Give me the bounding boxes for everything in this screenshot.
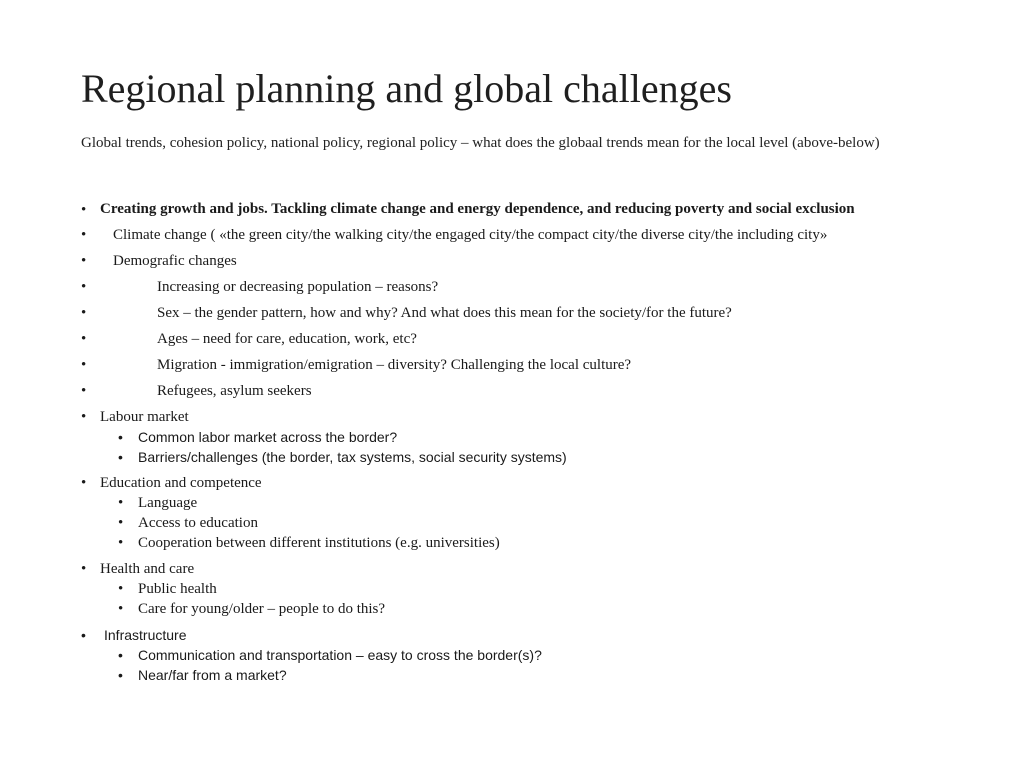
slide-title: Regional planning and global challenges — [81, 66, 732, 111]
list-item-text: Health and care — [100, 561, 195, 577]
list-item-text: Increasing or decreasing population – reasons? — [157, 279, 439, 295]
list-item — [81, 357, 941, 373]
bullet-icon: • — [81, 305, 87, 321]
slide-subtitle: Global trends, cohesion policy, national policy, regional policy – what does the globaal trends mean for the local level (above-below) — [81, 135, 880, 151]
bullet-list — [81, 202, 941, 683]
list-item-text: Near/far from a market? — [138, 667, 287, 683]
bullet-icon: • — [81, 202, 87, 218]
bullet-icon: • — [81, 253, 87, 269]
bullet-icon: • — [118, 429, 123, 445]
bullet-icon: • — [81, 627, 86, 643]
list-item — [81, 561, 941, 577]
list-item-text: Ages – need for care, education, work, etc? — [157, 331, 417, 347]
list-item — [81, 429, 941, 445]
list-item-text: Labour market — [100, 409, 189, 425]
list-item-text: Public health — [138, 581, 217, 597]
list-item — [81, 331, 941, 347]
bullet-icon: • — [118, 601, 124, 617]
list-item-text: Care for young/older – people to do this? — [138, 601, 386, 617]
bullet-icon: • — [118, 647, 123, 663]
list-item-text: Sex – the gender pattern, how and why? And what does this mean for the society/for the future? — [157, 305, 732, 321]
list-item — [81, 305, 941, 321]
list-item — [81, 495, 941, 511]
list-item-text: Common labor market across the border? — [138, 429, 398, 445]
list-item — [81, 601, 941, 617]
list-item-text: Climate change ( «the green city/the walking city/the engaged city/the compact city/the diverse city/the including city» — [113, 227, 828, 243]
list-item — [81, 202, 941, 216]
list-item — [81, 449, 941, 465]
list-item — [81, 253, 941, 269]
bullet-icon: • — [118, 515, 124, 531]
list-item-text: Demografic changes — [113, 253, 237, 269]
bullet-icon: • — [81, 409, 87, 425]
list-item-text: Migration - immigration/emigration – diversity? Challenging the local culture? — [157, 357, 632, 373]
list-item — [81, 383, 941, 399]
bullet-icon: • — [81, 561, 87, 577]
list-item-text: Creating growth and jobs. Tackling climate change and energy dependence, and reducing poverty and social exclusion — [100, 201, 855, 217]
list-item-text: Barriers/challenges (the border, tax systems, social security systems) — [138, 449, 567, 465]
list-item — [81, 667, 941, 683]
list-item — [81, 279, 941, 295]
list-item-text: Cooperation between different institutions (e.g. universities) — [138, 535, 500, 551]
list-item — [81, 475, 941, 491]
list-item — [81, 627, 941, 643]
bullet-icon: • — [81, 383, 87, 399]
list-item — [81, 515, 941, 531]
list-item-text: Access to education — [138, 515, 258, 531]
bullet-icon: • — [81, 331, 87, 347]
list-item-text: Communication and transportation – easy to cross the border(s)? — [138, 647, 542, 663]
list-item-text: Refugees, asylum seekers — [157, 383, 312, 399]
bullet-icon: • — [118, 535, 124, 551]
bullet-icon: • — [81, 279, 87, 295]
list-item-text: Language — [138, 495, 198, 511]
bullet-icon: • — [81, 227, 87, 243]
bullet-icon: • — [118, 581, 124, 597]
bullet-icon: • — [118, 495, 124, 511]
list-item — [81, 647, 941, 663]
bullet-icon: • — [81, 475, 87, 491]
list-item-text: Infrastructure — [104, 627, 187, 643]
list-item — [81, 535, 941, 551]
list-item — [81, 581, 941, 597]
list-item — [81, 409, 941, 425]
list-item — [81, 227, 941, 243]
bullet-icon: • — [118, 667, 123, 683]
bullet-icon: • — [81, 357, 87, 373]
bullet-icon: • — [118, 449, 123, 465]
list-item-text: Education and competence — [100, 475, 262, 491]
